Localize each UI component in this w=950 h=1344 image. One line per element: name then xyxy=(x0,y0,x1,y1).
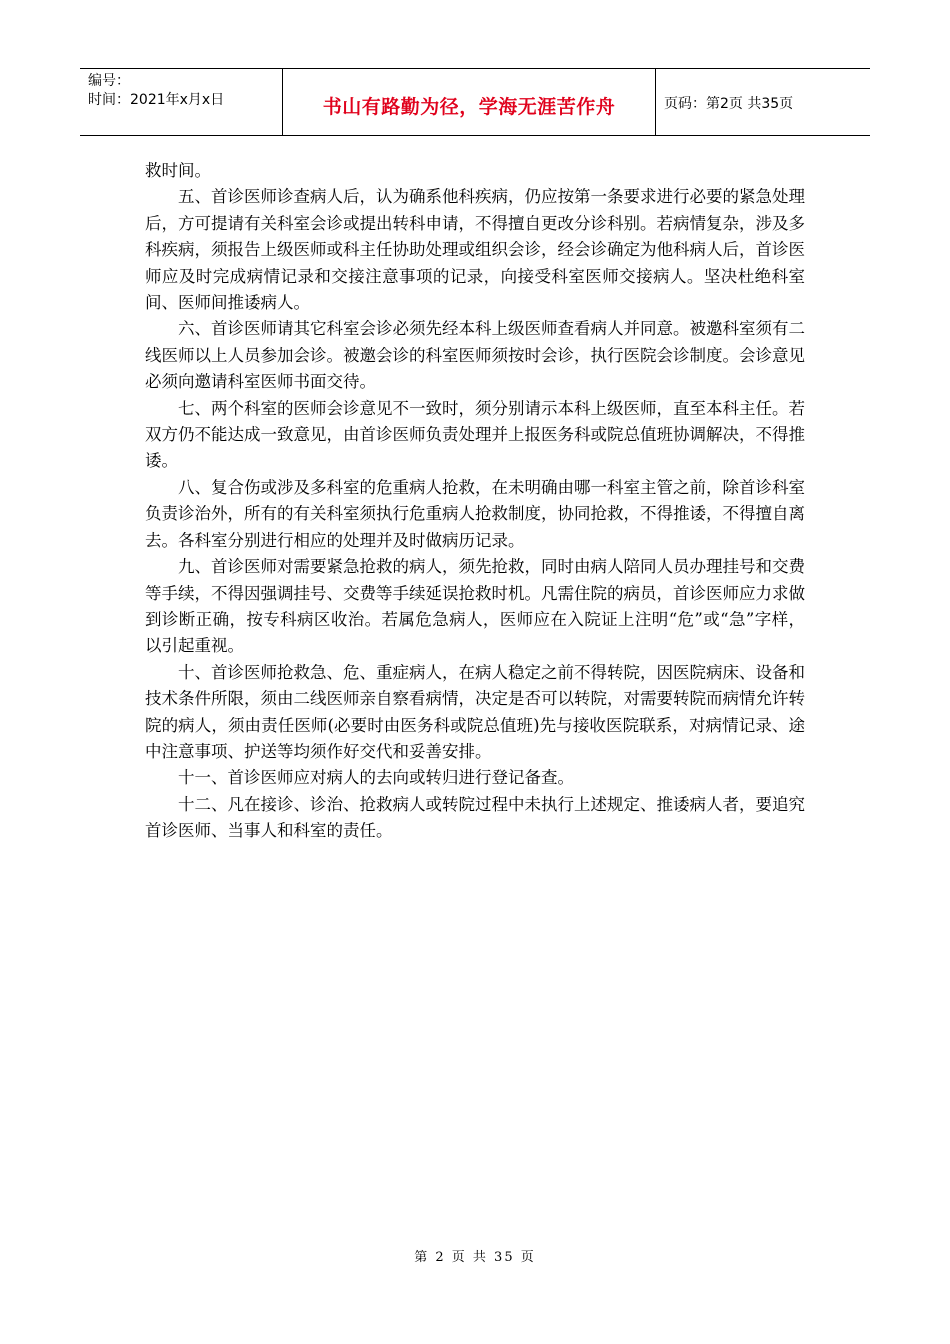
header-page-info: 页码：第2页 共35页 xyxy=(664,96,794,112)
document-header xyxy=(80,68,870,136)
paragraph-clause-12: 十二、凡在接诊、诊治、抢救病人或转院过程中未执行上述规定、推诿病人者，要追究首诊医师、当事人和科室的责任。 xyxy=(145,794,805,841)
paragraph-continuation: 救时间。 xyxy=(145,161,211,180)
document-body xyxy=(145,158,805,845)
header-motto: 书山有路勤为径，学海无涯苦作舟 xyxy=(322,95,616,118)
paragraph-clause-8: 八、复合伤或涉及多科室的危重病人抢救，在未明确由哪一科室主管之前，除首诊科室负责诊治外，所有的有关科室须执行危重病人抢救制度，协同抢救，不得推诿，不得擅自离去。各科室分别进行相应的处理并及时做病历记录。 xyxy=(145,477,805,550)
header-meta-cell xyxy=(80,69,282,135)
paragraph-clause-10: 十、首诊医师抢救急、危、重症病人，在病人稳定之前不得转院，因医院病床、设备和技术条件所限，须由二线医师亲自察看病情，决定是否可以转院，对需要转院而病情允许转院的病人，须由责任医师(必要时由医务科或院总值班)先与接收医院联系，对病情记录、途中注意事项、护送等均须作好交代和妥善安排。 xyxy=(145,662,805,761)
paragraph-clause-6: 六、首诊医师请其它科室会诊必须先经本科上级医师查看病人并同意。被邀科室须有二线医师以上人员参加会诊。被邀会诊的科室医师须按时会诊，执行医院会诊制度。会诊意见必须向邀请科室医师书面交待。 xyxy=(145,319,805,392)
header-page-cell xyxy=(656,69,870,135)
header-motto-cell xyxy=(282,69,656,135)
document-number-label: 编号： xyxy=(88,73,130,89)
paragraph-clause-7: 七、两个科室的医师会诊意见不一致时，须分别请示本科上级医师，直至本科主任。若双方仍不能达成一致意见，由首诊医师负责处理并上报医务科或院总值班协调解决，不得推诿。 xyxy=(145,398,805,471)
paragraph-clause-5: 五、首诊医师诊查病人后，认为确系他科疾病，仍应按第一条要求进行必要的紧急处理后，方可提请有关科室会诊或提出转科申请，不得擅自更改分诊科别。若病情复杂，涉及多科疾病，须报告上级医师或科主任协助处理或组织会诊，经会诊确定为他科病人后，首诊医师应及时完成病情记录和交接注意事项的记录，向接受科室医师交接病人。坚决杜绝科室间、医师间推诿病人。 xyxy=(145,187,805,313)
paragraph-clause-11: 十一、首诊医师应对病人的去向或转归进行登记备查。 xyxy=(178,768,574,788)
page-footer: 第 2 页 共 35 页 xyxy=(414,1250,536,1265)
paragraph-clause-9: 九、首诊医师对需要紧急抢救的病人，须先抢救，同时由病人陪同人员办理挂号和交费等手续，不得因强调挂号、交费等手续延误抢救时机。凡需住院的病员，首诊医师应力求做到诊断正确，按专科病区收治。若属危急病人，医师应在入院证上注明“危”或“急”字样，以引起重视。 xyxy=(145,557,805,656)
document-time-label: 时间：2021年x月x日 xyxy=(88,92,225,108)
